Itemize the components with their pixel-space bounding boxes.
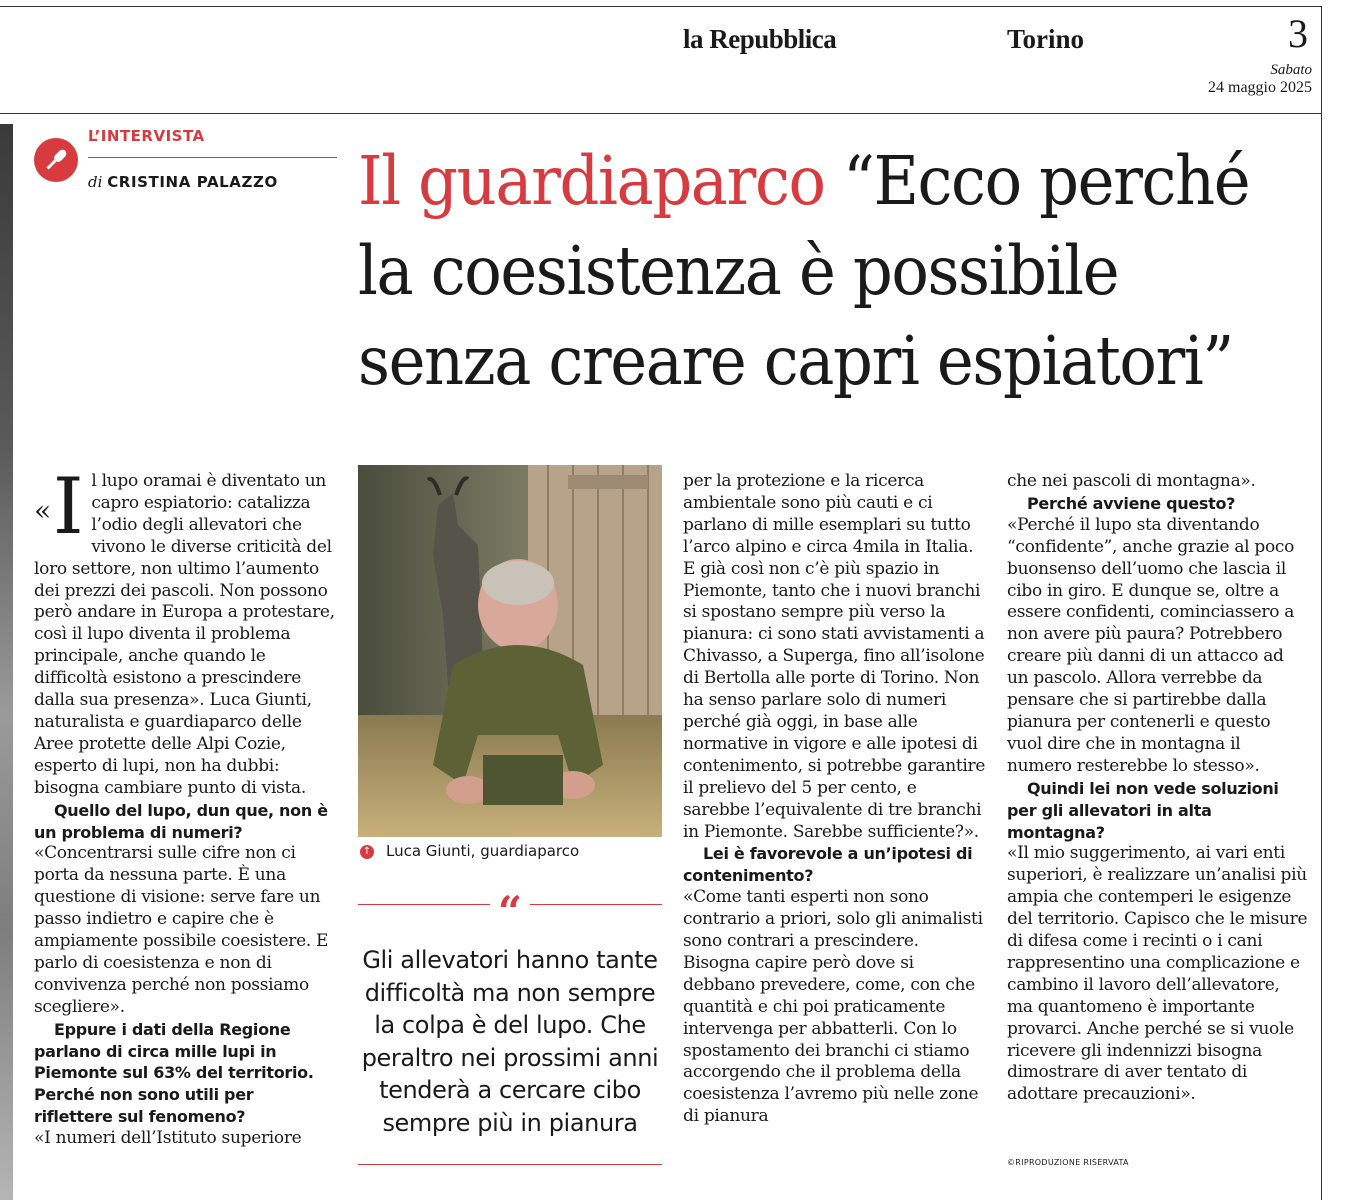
section-rule	[88, 157, 337, 158]
paragraph-intro: l lupo oramai è diventato un capro espiatorio: catalizza l’odio degli allevatori che vivono le diverse criticità del loro settore, non ultimo l’aumento dei prezzi dei pascoli. Non possono però andare in Europa a protestare, così il lupo diventa il problema principale, anche quando le difficoltà esistono a prescindere dalla sua presenza». Luca Giunti, naturalista e guardiaparco delle Aree protette delle Alpi Cozie, esperto di lupi, non ha dubbi: bisogna cambiare punto di vista.	[34, 471, 335, 798]
right-rule	[1321, 6, 1322, 1200]
dropcap-guillemet: «	[34, 494, 51, 527]
pullquote-rule-bottom	[358, 1164, 662, 1165]
issue-day: Sabato	[1270, 62, 1312, 78]
question-5: Quindi lei non vede soluzioni per gli allevatori in alta montagna?	[1007, 778, 1279, 842]
question-4: Perché avviene questo?	[1027, 493, 1236, 513]
headline	[358, 136, 1251, 406]
answer-2-start: «I numeri dell’Istituto superiore	[34, 1128, 302, 1149]
headline-line2: la coesistenza è possibile	[358, 232, 1119, 310]
answer-3-continued: che nei pascoli di montagna».	[1007, 471, 1256, 491]
pullquote: Gli allevatori hanno tante difficoltà ma non sempre la colpa è del lupo. Che peraltro nei prossimi anni tenderà a cercare cibo sempre più in pianura	[361, 946, 659, 1137]
photo-caption	[360, 842, 579, 860]
answer-5: «Il mio suggerimento, ai vari enti superiori, è realizzare un’analisi più ampia che contemperi le esigenze del territorio. Capisco che le misure di difesa come i recinti o i cani rappresentino una complicazione e cambino il lavoro dell’allevatore, ma quantomeno è importante provarci. Anche perché se si vuole ricevere gli indennizzi bisogna dimostrare di aver tentato di adottare precauzioni».	[1007, 843, 1308, 1105]
author-name: CRISTINA PALAZZO	[107, 173, 278, 191]
copyright-notice: ©RIPRODUZIONE RISERVATA	[1007, 1158, 1129, 1167]
body-column-3	[683, 471, 986, 1128]
byline-prefix: di	[88, 173, 103, 191]
dropcap-letter: I	[52, 462, 84, 552]
byline	[88, 173, 278, 191]
city-edition: Torino	[1007, 24, 1085, 54]
header-rule	[0, 113, 1322, 114]
masthead: la Repubblica	[683, 24, 837, 54]
headline-line1: “Ecco perché	[843, 142, 1250, 220]
answer-4: «Perché il lupo sta diventando “confidente”, anche grazie al poco buonsenso dell’uomo che lascia il cibo in giro. E dunque se, oltre a essere confidenti, cominciassero a non avere più paura? Potrebbero creare più danni di un attacco ad un pascolo. Allora verrebbe da pensare che si partirebbe dalla pianura per contenerli e questo vuol dire che in montagna il numero resterebbe lo stesso».	[1007, 514, 1295, 776]
question-2: Eppure i dati della Regione parlano di circa mille lupi in Piemonte sul 63% del territorio. Perché non sono utili per riflettere sul fenomeno?	[34, 1019, 314, 1127]
answer-3: «Come tanti esperti non sono contrario a priori, solo gli animalisti sono contrari a prescindere. Bisogna capire però dove si debbano prevedere, come, con che quantità e chi poi praticamente intervenga per abbatterli. Con lo spostamento dei branchi ci stiamo accorgendo che il problema della coesistenza l’avremo più nelle zone di pianura	[683, 887, 983, 1127]
quote-mark-icon: “	[490, 888, 530, 922]
answer-2-continued: per la protezione e la ricerca ambientale sono più cauti e ci parlano di mille esemplari su tutto l’arco alpino e circa 4mila in Italia. E già così non c’è più spazio in Piemonte, tanto che i nuovi branchi si spostano sempre più verso la pianura: ci sono stati avvistamenti a Chivasso, a Superga, fino all’isolone di Bertolla alle porte di Torino. Non ha senso parlare solo di numeri perché già oggi, in base alle normative in vigore e alle ipotesi di contenimento, si potrebbe garantire il prelievo del 5 per cento, e sarebbe l’equivalente di tre branchi in Piemonte. Sarebbe sufficiente?».	[683, 471, 986, 842]
portrait-photo	[358, 465, 662, 837]
adjacent-photo-edge	[0, 124, 13, 1200]
top-rule	[0, 6, 1322, 7]
caption-arrow-icon: ↑	[360, 845, 374, 859]
body-column-1	[34, 462, 337, 1150]
page-number: 3	[1288, 11, 1308, 56]
caption-text: Luca Giunti, guardiaparco	[386, 842, 580, 860]
headline-line3: senza creare capri espiatori”	[358, 322, 1233, 400]
section-label: L’INTERVISTA	[88, 127, 205, 145]
microphone-icon	[34, 138, 78, 182]
issue-date: 24 maggio 2025	[1208, 79, 1312, 96]
question-3: Lei è favorevole a un’ipotesi di contenimento?	[683, 844, 973, 886]
question-1: Quello del lupo, dun que, non è un problema di numeri?	[34, 800, 328, 842]
answer-1: «Concentrarsi sulle cifre non ci porta da nessuna parte. È una questione di visione: serve fare un passo indietro e capire che è ampiamente possibile coesistere. E parlo di coesistenza e non di convivenza perché non possiamo scegliere».	[34, 843, 329, 1017]
headline-kicker: Il guardiaparco	[358, 142, 825, 220]
body-column-4	[1007, 471, 1310, 1106]
